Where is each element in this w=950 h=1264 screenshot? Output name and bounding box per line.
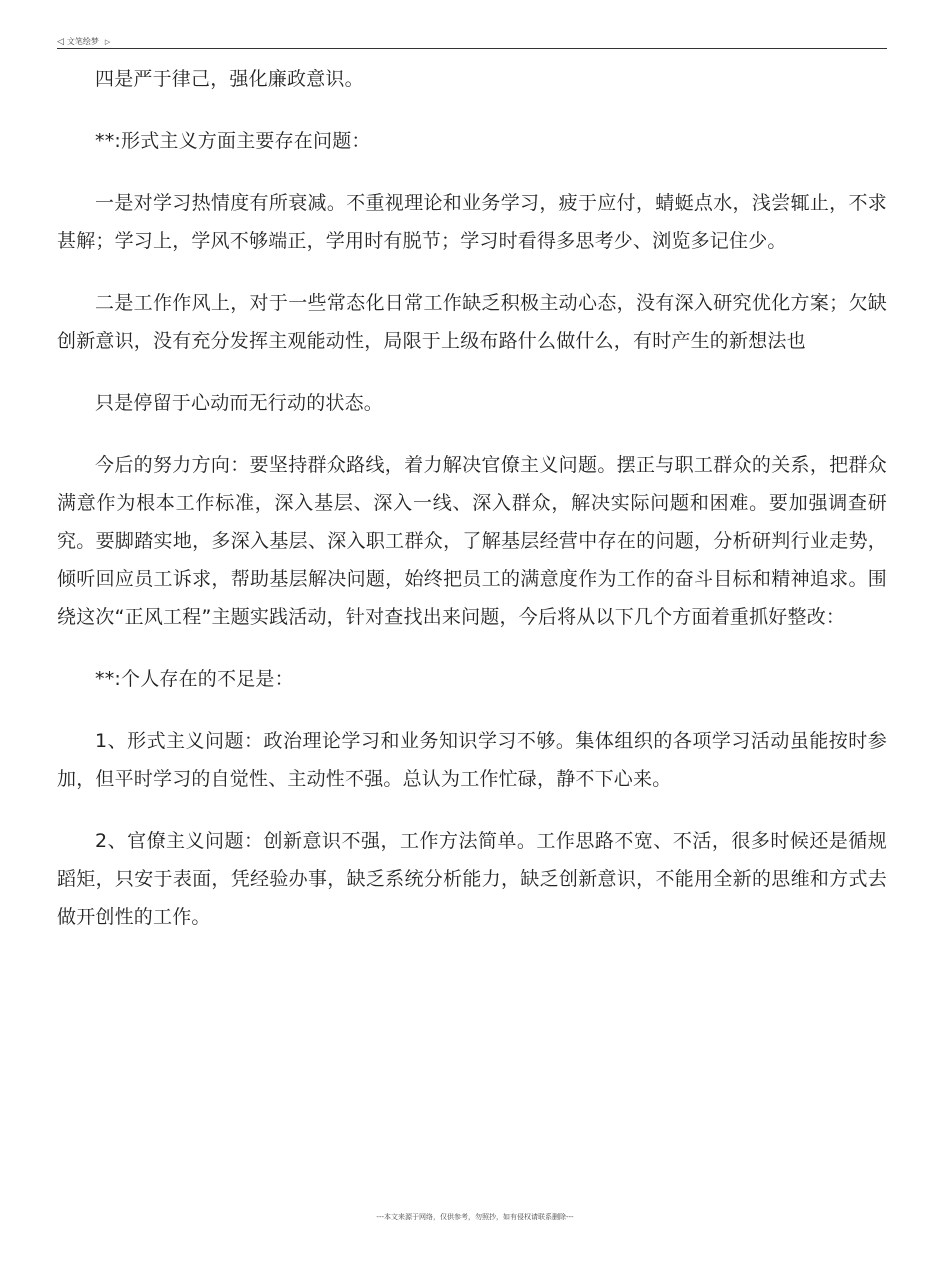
paragraph-3: 一是对学习热情度有所衰减。不重视理论和业务学习，疲于应付，蜻蜓点水，浅尝辄止，不求甚解；学习上，学风不够端正，学用时有脱节；学习时看得多思考少、浏览多记住少。 <box>57 192 887 252</box>
paragraph-5: 只是停留于心动而无行动的状态。 <box>95 392 384 414</box>
page-footer: ---本文来源于网络，仅供参考，勿照抄，如有侵权请联系删除--- <box>376 1213 574 1221</box>
paragraph-7: **:个人存在的不足是： <box>95 668 294 690</box>
paragraph-4: 二是工作作风上，对于一些常态化日常工作缺乏积极主动心态，没有深入研究优化方案；欠缺创新意识，没有充分发挥主观能动性，局限于上级布路什么做什么，有时产生的新想法也 <box>57 292 887 352</box>
paragraph-1: 四是严于律己，强化廉政意识。 <box>95 68 364 90</box>
header-title: 文笔绘梦 <box>66 37 99 46</box>
document-body <box>57 60 887 960</box>
right-triangle-icon: ▷ <box>104 37 111 46</box>
paragraph-8: 1、形式主义问题：政治理论学习和业务知识学习不够。集体组织的各项学习活动虽能按时参加，但平时学习的自觉性、主动性不强。总认为工作忙碌，静不下心来。 <box>57 730 887 790</box>
page-header <box>57 36 110 47</box>
paragraph-2: **:形式主义方面主要存在问题： <box>95 130 371 152</box>
paragraph-6: 今后的努力方向：要坚持群众路线，着力解决官僚主义问题。摆正与职工群众的关系，把群众满意作为根本工作标准，深入基层、深入一线、深入群众，解决实际问题和困难。要加强调查研究。要脚踏实地，多深入基层、深入职工群众，了解基层经营中存在的问题，分析研判行业走势，倾听回应员工诉求，帮助基层解决问题，始终把员工的满意度作为工作的奋斗目标和精神追求。围绕这次“正风工程”主题实践活动，针对查找出来问题，今后将从以下几个方面着重抓好整改： <box>57 454 887 628</box>
header-rule <box>57 48 887 49</box>
paragraph-9: 2、官僚主义问题：创新意识不强，工作方法简单。工作思路不宽、不活，很多时候还是循规蹈矩，只安于表面，凭经验办事，缺乏系统分析能力，缺乏创新意识，不能用全新的思维和方式去做开创性的工作。 <box>57 830 887 928</box>
left-triangle-icon: ◁ <box>57 36 64 47</box>
